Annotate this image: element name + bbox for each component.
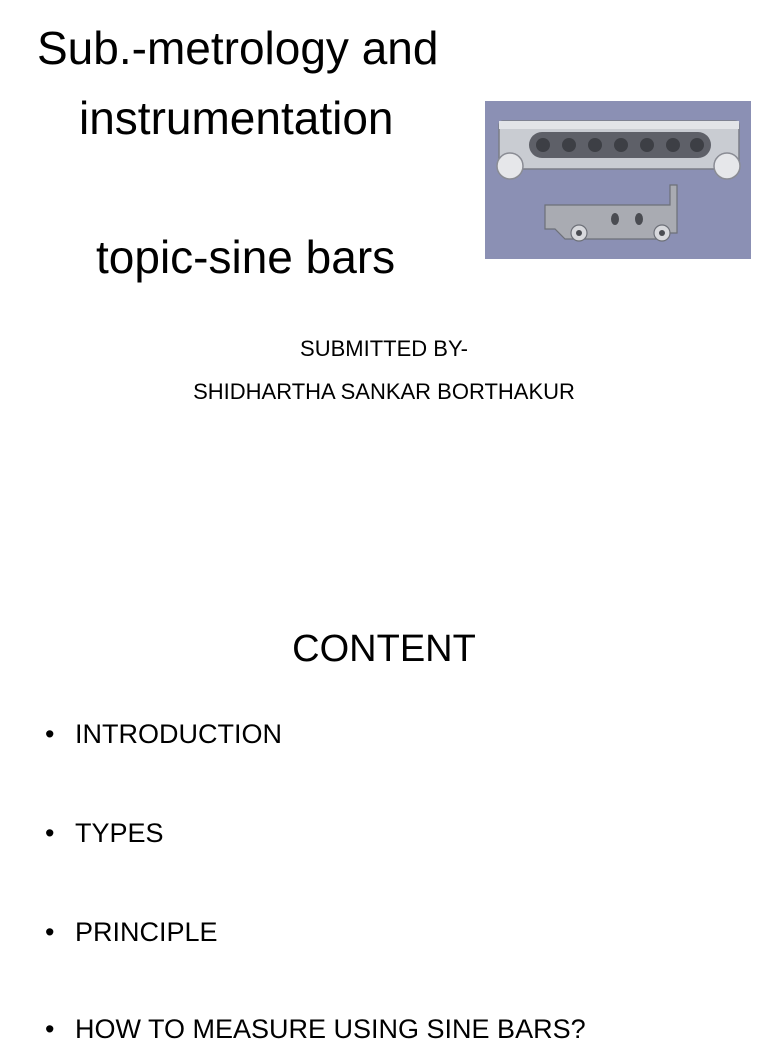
bullet-icon: • [45, 1014, 55, 1044]
author-name: SHIDHARTHA SANKAR BORTHAKUR [193, 379, 575, 404]
list-item-label: PRINCIPLE [75, 917, 218, 947]
list-item [45, 816, 164, 850]
submitted-by-label: SUBMITTED BY- [300, 336, 468, 361]
sine-bar-photo [485, 101, 751, 259]
list-item-label: INTRODUCTION [75, 719, 282, 749]
slide-content [0, 560, 768, 1044]
list-item [45, 915, 218, 949]
list-item-label: HOW TO MEASURE USING SINE BARS? [75, 1014, 586, 1044]
list-item [45, 1012, 586, 1046]
title-line-subject: Sub.-metrology and [37, 22, 439, 74]
content-heading: CONTENT [292, 628, 476, 670]
bullet-icon: • [45, 917, 55, 947]
title-line-topic: topic-sine bars [96, 231, 396, 283]
list-item [45, 717, 282, 751]
list-item-label: TYPES [75, 818, 164, 848]
bullet-icon: • [45, 719, 55, 749]
bullet-icon: • [45, 818, 55, 848]
title-line-subject-cont: instrumentation [79, 92, 394, 144]
